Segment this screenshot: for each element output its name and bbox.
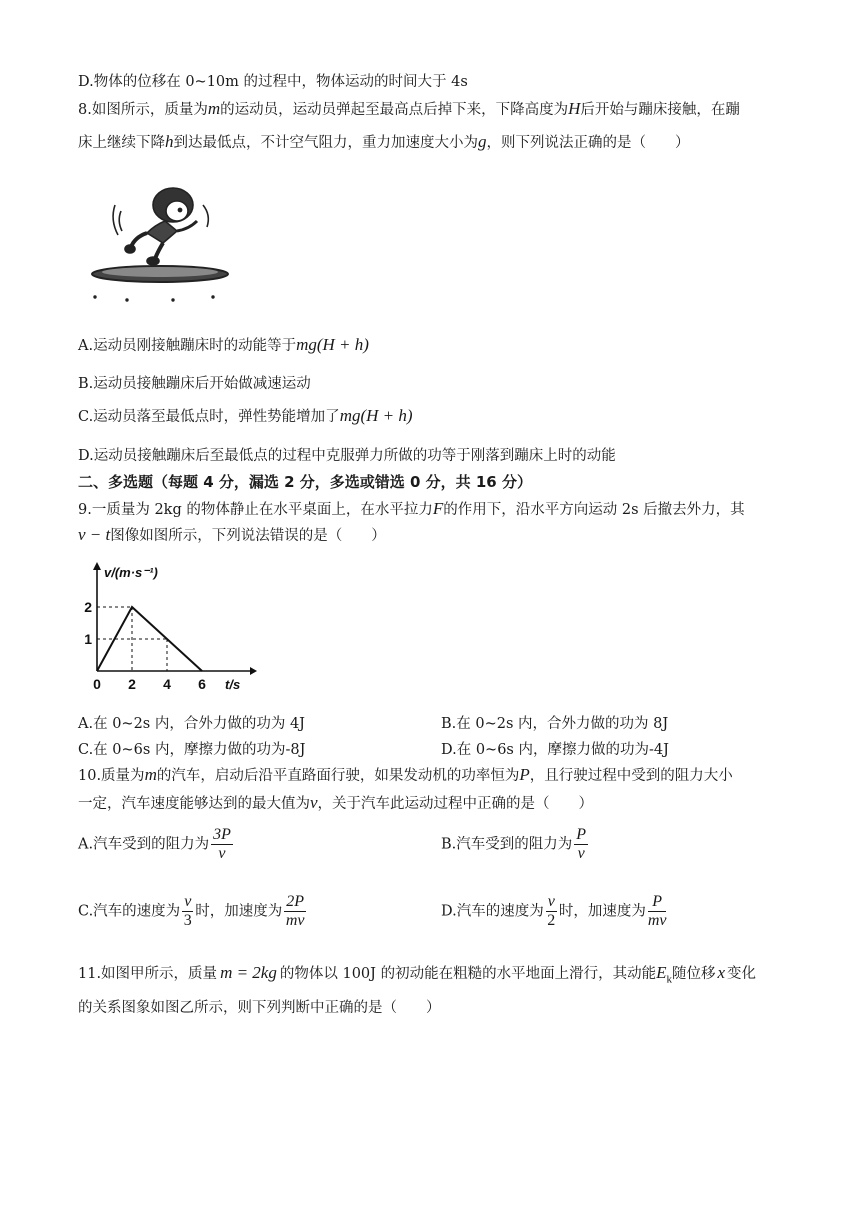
q9-option-b: B.在 0~2s 内，合外力做的功为 8J bbox=[441, 716, 669, 732]
fraction-numerator: P bbox=[648, 893, 667, 912]
x-axis-label: t/s bbox=[225, 677, 241, 692]
q10-stem-line1 bbox=[78, 764, 733, 785]
x-axis-arrow bbox=[250, 667, 257, 675]
q11-var-x: x bbox=[717, 963, 726, 982]
q8-stem-text: 后开始与蹦床接触，在蹦 bbox=[580, 102, 740, 118]
q8-var-m: m bbox=[207, 99, 221, 118]
q9-option-c: C.在 0~6s 内，摩擦力做的功为-8J bbox=[78, 742, 306, 758]
q10-stem-text: ，且行驶过程中受到的阻力大小 bbox=[529, 768, 733, 784]
q11-stem-text: 变化 bbox=[727, 966, 757, 982]
section-heading: 二、多选题（每题 4 分，漏选 2 分，多选或错选 0 分，共 16 分） bbox=[78, 473, 532, 491]
q11-stem-text: 的物体以 100J 的初动能在粗糙的水平地面上滑行，其动能 bbox=[279, 966, 657, 982]
vt-chart bbox=[80, 558, 260, 698]
q11-var-k-subscript: k bbox=[666, 973, 672, 986]
q10-var-P: P bbox=[519, 765, 530, 784]
y-tick-label: 1 bbox=[84, 631, 92, 647]
x-tick-label: 4 bbox=[163, 676, 171, 692]
q9-var-F: F bbox=[432, 499, 444, 518]
q10-option-b-text: B.汽车受到的阻力为 bbox=[441, 836, 573, 853]
q10-stem-text: ，关于汽车此运动过程中正确的是（ ） bbox=[317, 796, 594, 812]
q8-stem-text: 床上继续下降 bbox=[78, 135, 165, 151]
q10-stem-text: 10.质量为 bbox=[78, 768, 145, 784]
trampoline-figure bbox=[85, 175, 235, 310]
q8-stem-text: 到达最低点，不计空气阻力，重力加速度大小为 bbox=[173, 135, 478, 151]
q8-option-c-math: mg(H + h) bbox=[339, 406, 413, 425]
y-axis-label: v/(m·s⁻¹) bbox=[104, 565, 158, 580]
q10-option-b-fraction bbox=[574, 826, 588, 863]
fraction-numerator: v bbox=[184, 893, 192, 910]
q10-option-a bbox=[78, 826, 235, 863]
q11-var-Ek bbox=[656, 963, 672, 986]
q8-option-c bbox=[78, 405, 413, 426]
q11-math-m: m = 2kg bbox=[220, 963, 277, 982]
q8-stem-line2 bbox=[78, 131, 690, 152]
q9-option-a: A.在 0~2s 内，合外力做的功为 4J bbox=[78, 716, 305, 732]
q9-stem-line2 bbox=[78, 524, 386, 545]
q8-option-c-text: C.运动员落至最低点时，弹性势能增加了 bbox=[78, 409, 340, 425]
q10-option-d-accel-fraction bbox=[648, 893, 667, 930]
q10-option-c-speed-fraction bbox=[182, 893, 193, 930]
q10-option-c-text: C.汽车的速度为 bbox=[78, 903, 181, 920]
q8-option-a bbox=[78, 334, 369, 355]
x-tick-label: 0 bbox=[93, 676, 101, 692]
q9-stem-text: 9.一质量为 2kg 的物体静止在水平桌面上，在水平拉力 bbox=[78, 502, 433, 518]
q11-stem-line2: 的关系图象如图乙所示，则下列判断中正确的是（ ） bbox=[78, 1000, 441, 1016]
q11-stem-text: 随位移 bbox=[671, 966, 716, 982]
q10-var-m: m bbox=[144, 765, 157, 784]
q9-stem-text: 的作用下，沿水平方向运动 2s 后撤去外力，其 bbox=[443, 502, 745, 518]
q11-var-E: E bbox=[656, 963, 667, 982]
y-tick-label: 2 bbox=[84, 599, 92, 615]
q10-option-d-text: 时，加速度为 bbox=[558, 903, 646, 920]
fraction-numerator: 2P bbox=[286, 893, 305, 910]
fraction-denominator: mv bbox=[647, 912, 667, 929]
q11-stem-text: 11.如图甲所示，质量 bbox=[78, 966, 218, 982]
q8-var-h: h bbox=[165, 132, 174, 151]
q7-option-d: D.物体的位移在 0~10m 的过程中，物体运动的时间大于 4s bbox=[78, 74, 468, 90]
q10-option-a-fraction bbox=[211, 826, 233, 863]
x-tick-label: 2 bbox=[128, 676, 136, 692]
q9-var-vt: v − t bbox=[78, 525, 111, 544]
q10-option-c bbox=[78, 893, 308, 930]
q8-var-g: g bbox=[478, 132, 487, 151]
fraction-numerator: 3P bbox=[213, 826, 231, 843]
fraction-denominator: 2 bbox=[547, 912, 556, 929]
athlete-illustration bbox=[113, 188, 208, 265]
fraction-denominator: 3 bbox=[183, 912, 192, 929]
trampoline-illustration bbox=[92, 266, 228, 302]
q8-var-H: H bbox=[568, 99, 581, 118]
q10-var-v: v bbox=[310, 793, 318, 812]
fraction-denominator: v bbox=[218, 845, 226, 862]
q10-stem-line2 bbox=[78, 792, 593, 813]
x-tick-label: 6 bbox=[198, 676, 206, 692]
q9-option-d: D.在 0~6s 内，摩擦力做的功为-4J bbox=[441, 742, 669, 758]
q8-stem-text: 的运动员，运动员弹起至最高点后掉下来，下降高度为 bbox=[220, 102, 569, 118]
q9-stem-line1 bbox=[78, 498, 745, 519]
q9-stem-text: 图像如图所示，下列说法错误的是（ ） bbox=[110, 528, 386, 544]
fraction-numerator: v bbox=[547, 893, 555, 910]
q10-option-c-accel-fraction bbox=[284, 893, 306, 930]
q8-option-a-math: mg(H + h) bbox=[296, 335, 369, 354]
q11-stem-line1 bbox=[78, 962, 756, 985]
q8-stem-line1 bbox=[78, 98, 740, 119]
y-axis-arrow bbox=[93, 562, 101, 570]
q10-option-b bbox=[441, 826, 590, 863]
q10-option-d-text: D.汽车的速度为 bbox=[441, 903, 544, 920]
q10-option-d-speed-fraction bbox=[546, 893, 557, 930]
series-line bbox=[97, 607, 202, 671]
q8-stem-text: 8.如图所示，质量为 bbox=[78, 102, 208, 118]
fraction-denominator: mv bbox=[285, 912, 305, 929]
q8-option-b: B.运动员接触蹦床后开始做减速运动 bbox=[78, 376, 311, 392]
q8-stem-text: ，则下列说法正确的是（ ） bbox=[486, 135, 690, 151]
q8-option-d: D.运动员接触蹦床后至最低点的过程中克服弹力所做的功等于刚落到蹦床上时的动能 bbox=[78, 448, 616, 464]
q10-stem-text: 的汽车，启动后沿平直路面行驶，如果发动机的功率恒为 bbox=[156, 768, 520, 784]
fraction-denominator: v bbox=[577, 845, 585, 862]
q10-option-c-text: 时，加速度为 bbox=[195, 903, 283, 920]
q10-option-a-text: A.汽车受到的阻力为 bbox=[78, 836, 210, 853]
q8-option-a-text: A.运动员刚接触蹦床时的动能等于 bbox=[78, 338, 297, 354]
fraction-numerator: P bbox=[576, 826, 587, 843]
q10-stem-text: 一定，汽车速度能够达到的最大值为 bbox=[78, 796, 310, 812]
q10-option-d bbox=[441, 893, 668, 930]
